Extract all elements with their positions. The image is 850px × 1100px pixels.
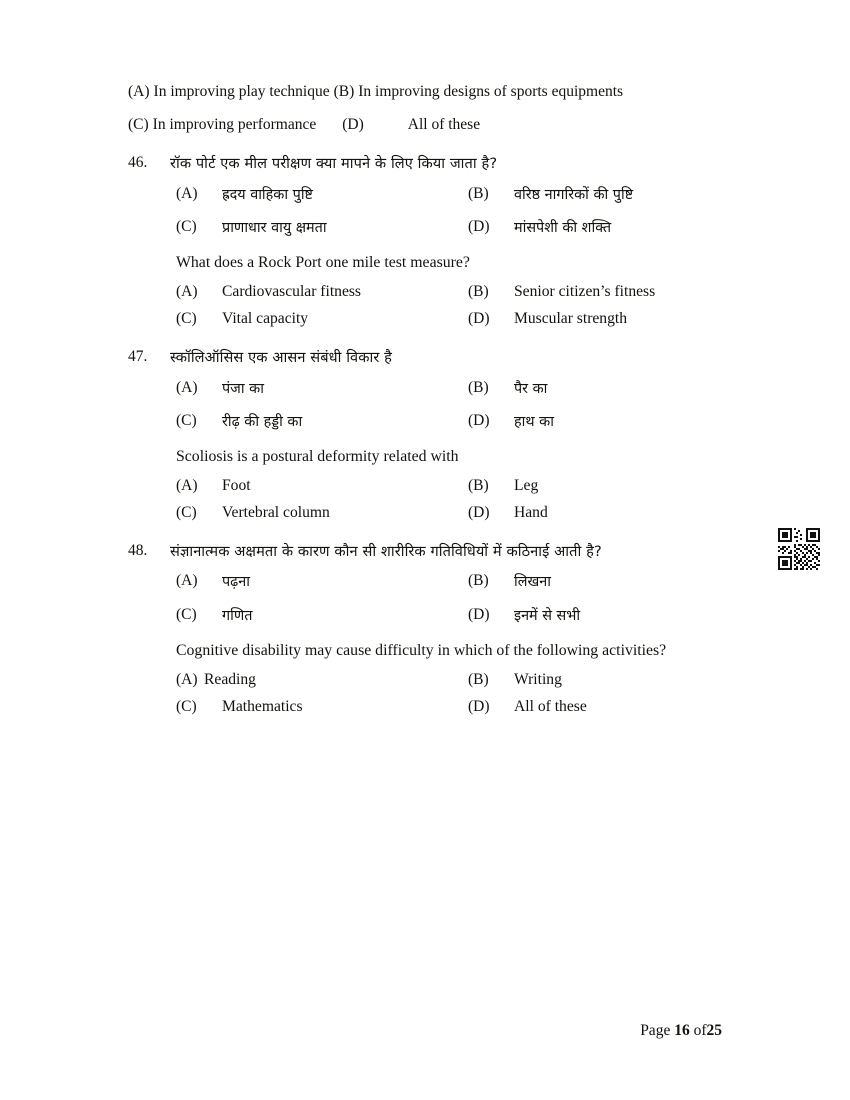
question-46-heading	[128, 153, 728, 175]
option-row	[176, 310, 728, 329]
question-47-number: 47.	[128, 347, 148, 365]
option-d[interactable]	[468, 698, 758, 717]
option-c-value: Vital capacity	[222, 309, 309, 327]
option-d-key: (D)	[468, 411, 490, 429]
option-key-d: (D)	[342, 116, 364, 134]
option-row	[176, 698, 728, 717]
option-a[interactable]	[176, 477, 468, 496]
question-48-text-hindi: संज्ञानात्मक अक्षमता के कारण कौन सी शारीरिक गतिविधियों में कठिनाई आती है?	[170, 542, 602, 560]
option-a-value: पढ़ना	[222, 574, 250, 591]
question-48-options-hindi	[176, 572, 728, 625]
option-a-key: (A)	[176, 477, 198, 495]
option-d[interactable]	[468, 504, 758, 523]
option-b[interactable]	[468, 283, 758, 302]
option-row	[176, 477, 728, 496]
option-b-key: (B)	[468, 378, 489, 396]
option-value-a: In improving play technique	[153, 83, 330, 100]
option-c-value: Mathematics	[222, 697, 303, 715]
question-46-text-hindi: रॉक पोर्ट एक मील परीक्षण क्या मापने के लिए किया जाता है?	[170, 154, 498, 172]
option-row	[176, 379, 728, 399]
option-a[interactable]	[176, 671, 468, 690]
carryover-option-row-2	[128, 115, 728, 134]
option-c-value: रीढ़ की हड्डी का	[222, 413, 303, 430]
option-row	[176, 185, 728, 205]
option-c-value: गणित	[222, 607, 253, 624]
option-c[interactable]	[176, 218, 468, 238]
option-a-key: (A)	[176, 671, 198, 689]
option-row	[176, 504, 728, 523]
option-c[interactable]	[176, 310, 468, 329]
question-47-options-hindi	[176, 379, 728, 432]
qr-code-icon	[778, 528, 820, 570]
option-row	[176, 218, 728, 238]
option-row	[176, 671, 728, 690]
question-46-number: 46.	[128, 153, 148, 171]
option-b-value: लिखना	[514, 574, 551, 591]
question-48-text-english: Cognitive disability may cause difficulty in which of the following activities?	[176, 641, 667, 659]
option-a-value: Cardiovascular fitness	[222, 283, 362, 301]
option-d[interactable]	[468, 310, 758, 329]
option-d-key: (D)	[468, 697, 490, 715]
option-d-key: (D)	[468, 605, 490, 623]
option-c-value: Vertebral column	[222, 503, 330, 521]
option-key-c: (C)	[128, 116, 149, 134]
question-47-heading	[128, 347, 728, 369]
option-d-value: इनमें से सभी	[514, 607, 581, 624]
option-c[interactable]	[176, 606, 468, 626]
question-46-options-hindi	[176, 185, 728, 238]
option-b-value: पैर का	[514, 380, 548, 397]
option-a[interactable]	[176, 379, 468, 399]
option-b-key: (B)	[468, 283, 489, 301]
option-d-value: Hand	[514, 503, 548, 521]
option-d-key: (D)	[468, 217, 490, 235]
option-b[interactable]	[468, 572, 758, 592]
option-b-value: वरिष्ठ नागरिकों की पुष्टि	[514, 186, 634, 203]
option-a-value: Foot	[222, 477, 251, 495]
option-a-key: (A)	[176, 283, 198, 301]
option-b-key: (B)	[468, 671, 489, 689]
option-d-value: मांसपेशी की शक्ति	[514, 219, 612, 236]
question-46-options-english	[176, 283, 728, 328]
carryover-option-row-1	[128, 82, 728, 101]
option-a[interactable]	[176, 185, 468, 205]
option-key-b: (B)	[333, 83, 355, 100]
option-b[interactable]	[468, 671, 758, 690]
option-value-d: All of these	[407, 116, 481, 134]
question-47-text-english: Scoliosis is a postural deformity related with	[176, 447, 459, 465]
option-a-key: (A)	[176, 572, 198, 590]
option-d-key: (D)	[468, 309, 490, 327]
question-48-options-english	[176, 671, 728, 716]
option-b-key: (B)	[468, 477, 489, 495]
question-48-number: 48.	[128, 541, 148, 559]
option-d[interactable]	[468, 606, 758, 626]
option-a-key: (A)	[176, 184, 198, 202]
option-a[interactable]	[176, 572, 468, 592]
option-b[interactable]	[468, 185, 758, 205]
option-c-key: (C)	[176, 309, 197, 327]
option-b-value: Writing	[514, 671, 562, 689]
option-b[interactable]	[468, 477, 758, 496]
option-c-key: (C)	[176, 411, 197, 429]
question-48	[128, 541, 728, 717]
option-b[interactable]	[468, 379, 758, 399]
question-46	[128, 153, 728, 329]
option-b-key: (B)	[468, 184, 489, 202]
option-c[interactable]	[176, 698, 468, 717]
footer-page-label: Page	[640, 1022, 671, 1039]
footer-of-label: of	[693, 1022, 707, 1039]
option-a[interactable]	[176, 283, 468, 302]
option-value-c: In improving performance	[152, 116, 317, 134]
question-47-options-english	[176, 477, 728, 522]
option-c-key: (C)	[176, 697, 197, 715]
option-d-key: (D)	[468, 503, 490, 521]
option-c[interactable]	[176, 504, 468, 523]
option-a-key: (A)	[176, 378, 198, 396]
question-47	[128, 347, 728, 523]
page-content	[128, 82, 728, 725]
option-b-value: Leg	[514, 477, 539, 495]
option-c[interactable]	[176, 412, 468, 432]
option-c-key: (C)	[176, 503, 197, 521]
page-footer	[640, 1022, 722, 1040]
option-a-value: Reading	[204, 671, 256, 689]
footer-page-number: 16	[674, 1022, 690, 1039]
option-row	[176, 572, 728, 592]
footer-page-total: 25	[706, 1022, 722, 1039]
question-48-heading	[128, 541, 728, 563]
option-row	[176, 412, 728, 432]
option-value-b: In improving designs of sports equipments	[358, 83, 624, 100]
question-47-text-hindi: स्कॉलिऑसिस एक आसन संबंधी विकार है	[170, 348, 392, 366]
option-a-value: ह्रदय वाहिका पुष्टि	[222, 186, 313, 203]
option-d-value: Muscular strength	[514, 309, 628, 327]
option-a-value: पंजा का	[222, 380, 264, 397]
option-d[interactable]	[468, 412, 758, 432]
option-row	[176, 606, 728, 626]
option-c-key: (C)	[176, 605, 197, 623]
option-c-value: प्राणाधार वायु क्षमता	[222, 219, 327, 236]
option-b-value: Senior citizen’s fitness	[514, 283, 656, 301]
option-b-key: (B)	[468, 572, 489, 590]
option-c-key: (C)	[176, 217, 197, 235]
option-d[interactable]	[468, 218, 758, 238]
option-d-value: All of these	[514, 697, 587, 715]
option-key-a: (A)	[128, 83, 150, 100]
question-46-text-english: What does a Rock Port one mile test measure?	[176, 253, 470, 271]
option-d-value: हाथ का	[514, 413, 554, 430]
option-row	[176, 283, 728, 302]
